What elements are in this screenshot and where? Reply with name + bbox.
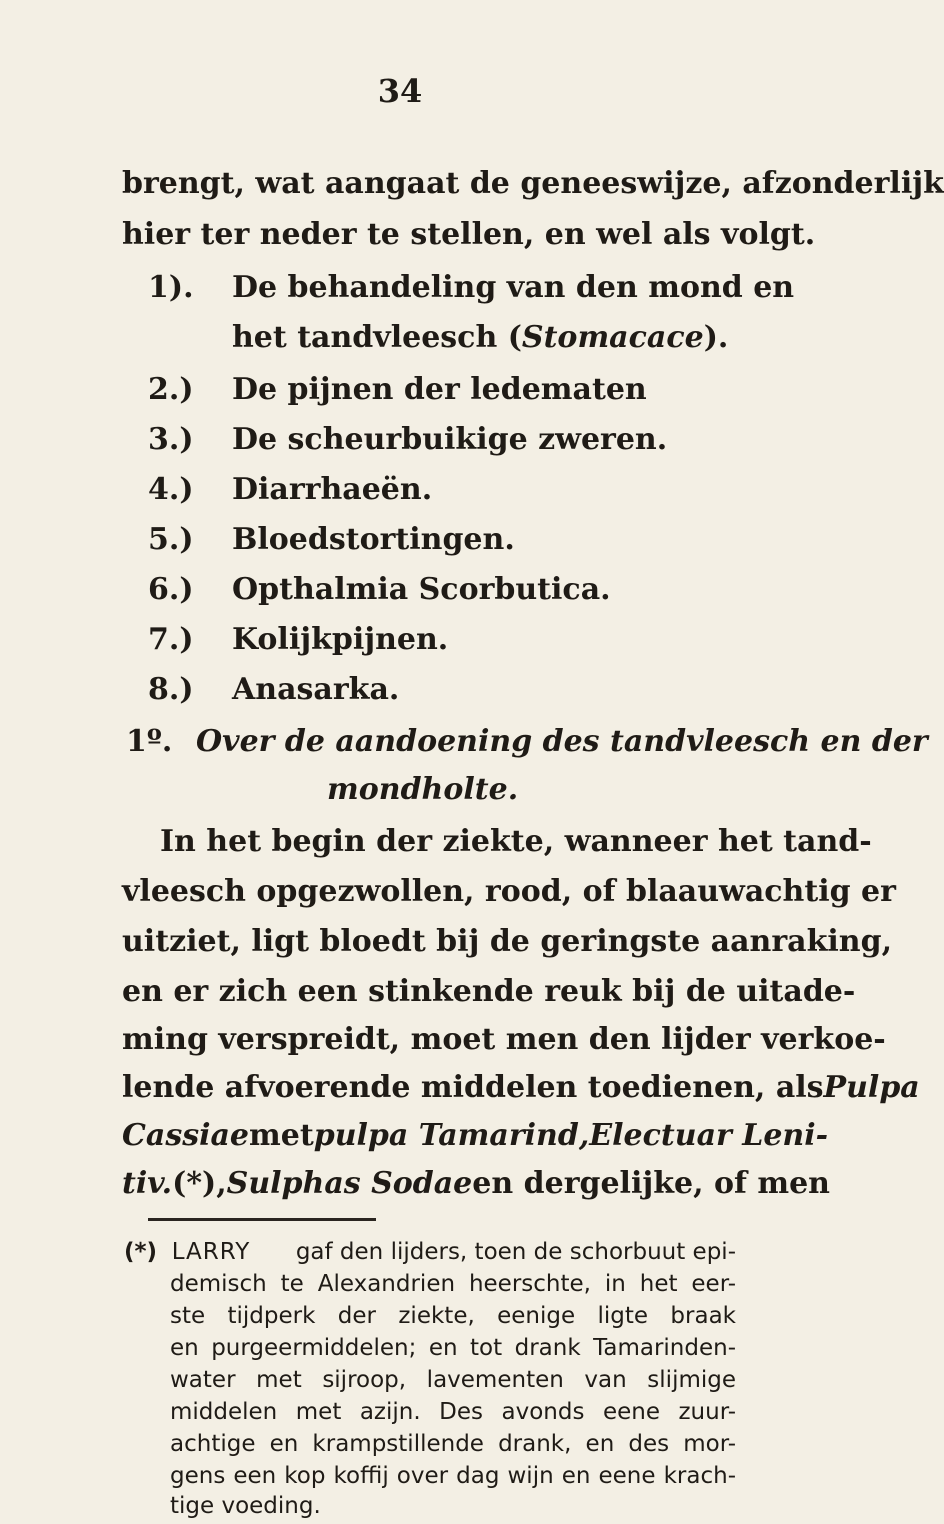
intro-line-2: hier ter neder te stellen, en wel als volgt.: [122, 217, 816, 252]
footnote-author: LARRY: [171, 1239, 251, 1265]
body-text: en dergelijke, of men: [472, 1166, 830, 1201]
body-line-3: uitziet, ligt bloedt bij de geringste aanraking,: [122, 924, 893, 959]
body-line-5: ming verspreidt, moet men den lijder verkoe-: [122, 1022, 886, 1057]
list-item: De pijnen der ledematen: [232, 372, 647, 407]
body-text: lende afvoerende middelen toedienen, als: [122, 1070, 824, 1105]
footnote-line-2: demisch te Alexandrien heerschte, in het eer-: [170, 1271, 736, 1297]
list-number: 6.): [148, 572, 194, 607]
latin-term: pulpa Tamarind,: [313, 1118, 590, 1153]
list-number: 7.): [148, 622, 194, 657]
list-number: 5.): [148, 522, 194, 557]
list-number: 8.): [148, 672, 194, 707]
list-item: Diarrhaeën.: [232, 472, 433, 507]
footnote-line-5: water met sijroop, lavementen van slijmige: [170, 1367, 736, 1393]
list-item: De behandeling van den mond en: [232, 270, 795, 305]
section-heading-line-1: Over de aandoening des tandvleesch en der: [196, 724, 928, 759]
latin-term: Cassiae: [122, 1118, 250, 1153]
footnote-mark: (*): [124, 1239, 158, 1265]
body-text: met: [249, 1118, 314, 1153]
body-line-7: [122, 1116, 829, 1156]
footnote-text: gaf den lijders, toen de schorbuut epi-: [295, 1239, 736, 1265]
list-item: Opthalmia Scorbutica.: [232, 572, 611, 607]
body-line-2: vleesch opgezwollen, rood, of blaauwachtig er: [122, 874, 896, 909]
page-number: 34: [377, 72, 423, 110]
body-line-1: In het begin der ziekte, wanneer het tand-: [160, 824, 872, 859]
list-item: Anasarka.: [232, 672, 400, 707]
footnote-reference: (*),: [172, 1166, 227, 1201]
list-number: 3.): [148, 422, 194, 457]
list-item: De scheurbuikige zweren.: [232, 422, 668, 457]
latin-term: tiv.: [122, 1166, 173, 1201]
list-number: 1).: [148, 270, 194, 305]
intro-line-1: brengt, wat aangaat de geneeswijze, afzonderlijk: [122, 166, 944, 201]
list-item: Bloedstortingen.: [232, 522, 515, 557]
list-number: 2.): [148, 372, 194, 407]
latin-term: Electuar Leni-: [589, 1118, 829, 1153]
body-line-8: [122, 1164, 830, 1204]
footnote-line-9: tige voeding.: [170, 1493, 321, 1519]
section-number: 1º.: [126, 724, 173, 759]
section-heading-line-2: mondholte.: [327, 772, 519, 807]
footnote-line-7: achtige en krampstillende drank, en des mor-: [170, 1431, 736, 1457]
list-item: Kolijkpijnen.: [232, 622, 449, 657]
body-line-6: [122, 1068, 920, 1108]
footnote-line-6: middelen met azijn. Des avonds eene zuur-: [170, 1399, 736, 1425]
body-line-4: en er zich een stinkende reuk bij de uitade-: [122, 974, 856, 1009]
footnote-line-4: en purgeermiddelen; en tot drank Tamarinden-: [170, 1335, 736, 1361]
footnote-line-3: ste tijdperk der ziekte, eenige ligte braak: [170, 1303, 736, 1329]
footnote-line-1: [124, 1238, 736, 1267]
footnote-rule: [148, 1218, 376, 1221]
list-number: 4.): [148, 472, 194, 507]
list-item-continuation: het tandvleesch (Stomacace).: [232, 320, 729, 355]
latin-term: Sulphas Sodae: [226, 1166, 473, 1201]
latin-term: Pulpa: [823, 1070, 920, 1105]
footnote-line-8: gens een kop koffij over dag wijn en eene krach-: [170, 1463, 736, 1489]
